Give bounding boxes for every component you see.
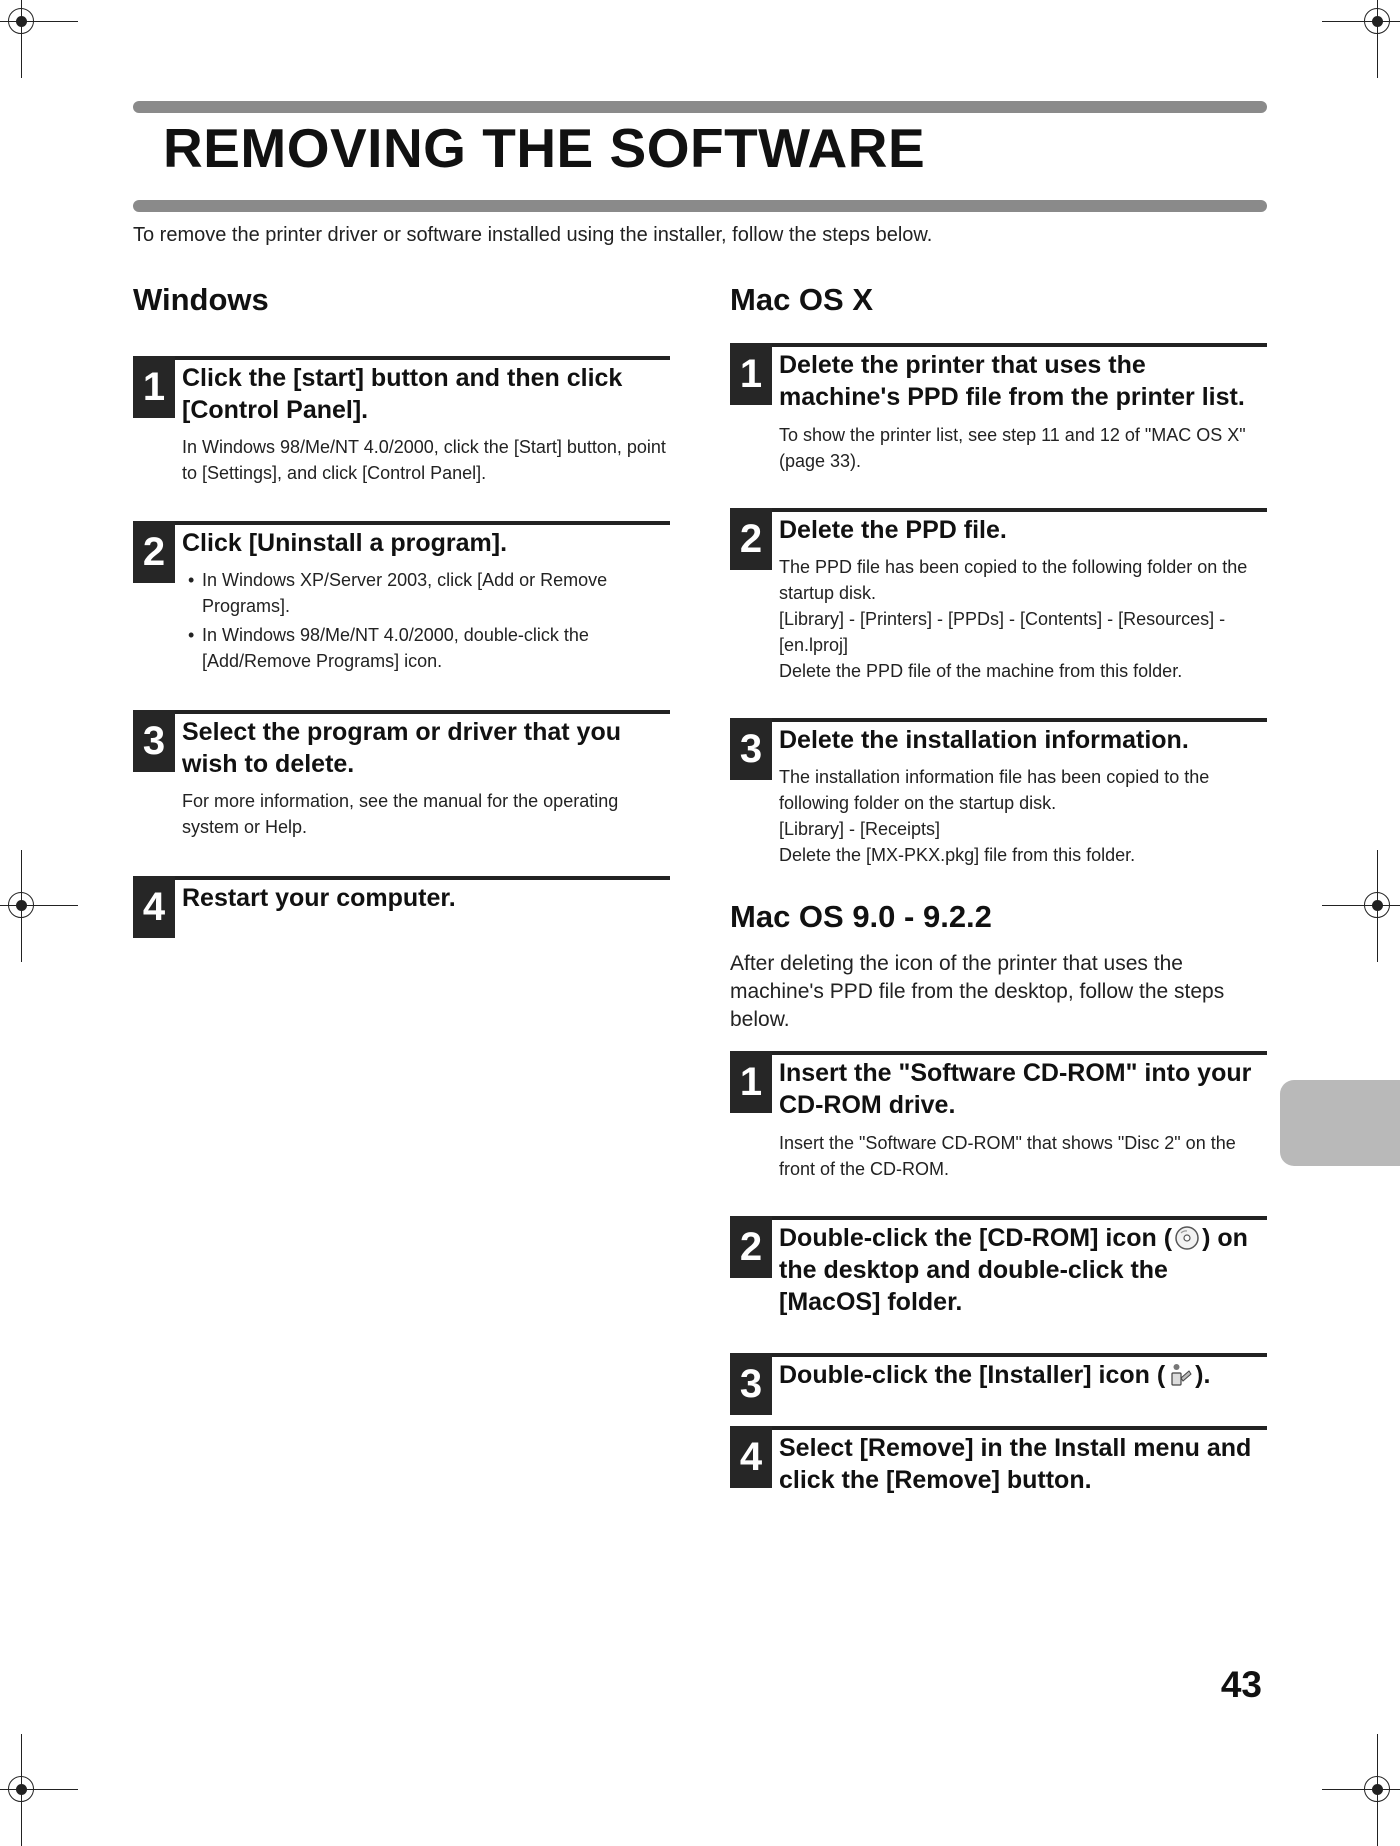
step-number: 4 xyxy=(730,1426,772,1488)
step-number: 3 xyxy=(730,1353,772,1415)
step-body xyxy=(182,567,672,674)
step-title xyxy=(779,1222,1269,1318)
step-body-text: For more information, see the manual for the operating system or Help. xyxy=(182,791,619,837)
step-body xyxy=(779,554,1269,684)
step-body-line: The installation information file has been copied to the following folder on the startup disk. xyxy=(779,767,1210,813)
step-number: 2 xyxy=(133,521,175,583)
windows-heading: Windows xyxy=(133,282,269,317)
step-rule xyxy=(730,1353,1267,1357)
bullet-item: • In Windows 98/Me/NT 4.0/2000, double-click the [Add/Remove Programs] icon. xyxy=(182,622,672,674)
registration-mark-mid-left xyxy=(0,884,44,928)
step-title-part: Double-click the [CD-ROM] icon ( xyxy=(779,1224,1173,1252)
step-body-line: The PPD file has been copied to the following folder on the startup disk. xyxy=(779,557,1248,603)
step-number: 4 xyxy=(133,876,175,938)
cd-rom-icon xyxy=(1174,1225,1200,1251)
step-body xyxy=(779,1130,1269,1182)
step-body-text: Insert the "Software CD-ROM" that shows "Disc 2" on the front of the CD-ROM. xyxy=(779,1133,1236,1179)
step-title: Delete the printer that uses the machine's PPD file from the printer list. xyxy=(779,351,1245,411)
step-number: 1 xyxy=(730,1051,772,1113)
step-title: Delete the installation information. xyxy=(779,726,1189,754)
installer-icon xyxy=(1167,1362,1193,1388)
step-rule xyxy=(730,343,1267,347)
step-rule xyxy=(133,876,670,880)
step-rule xyxy=(133,521,670,525)
registration-mark-bottom-left xyxy=(0,1768,44,1812)
step-number: 3 xyxy=(133,710,175,772)
step-body xyxy=(182,434,672,486)
step-number: 2 xyxy=(730,508,772,570)
step-body xyxy=(182,788,672,840)
step-body xyxy=(779,422,1269,474)
step-title: Click the [start] button and then click [Control Panel]. xyxy=(182,364,623,424)
step-body-text: To show the printer list, see step 11 and 12 of "MAC OS X" (page 33). xyxy=(779,425,1246,471)
step-title-part: Double-click the [Installer] icon ( xyxy=(779,1361,1166,1389)
step-number: 2 xyxy=(730,1216,772,1278)
registration-mark-bottom-right xyxy=(1356,1768,1400,1812)
step-number: 1 xyxy=(730,343,772,405)
step-body xyxy=(779,764,1269,868)
step-rule xyxy=(730,1051,1267,1055)
step-number: 3 xyxy=(730,718,772,780)
step-rule xyxy=(730,718,1267,722)
step-number: 1 xyxy=(133,356,175,418)
step-rule xyxy=(133,710,670,714)
step-body-line: [Library] - [Receipts] xyxy=(779,819,941,839)
step-rule xyxy=(730,1216,1267,1220)
step-title: Restart your computer. xyxy=(182,884,456,912)
step-title: Insert the "Software CD-ROM" into your CD-ROM drive. xyxy=(779,1059,1252,1119)
step-title: Select the program or driver that you wish to delete. xyxy=(182,718,621,778)
registration-mark-top-left xyxy=(0,0,44,44)
step-rule xyxy=(730,508,1267,512)
step-body-line: Delete the PPD file of the machine from this folder. xyxy=(779,661,1183,681)
step-title: Click [Uninstall a program]. xyxy=(182,529,508,557)
bullet-item: • In Windows XP/Server 2003, click [Add or Remove Programs]. xyxy=(182,567,672,619)
page-title: REMOVING THE SOFTWARE xyxy=(163,117,926,179)
step-title-part: ) on the desktop and double-click the [MacOS] folder. xyxy=(779,1224,1248,1316)
title-rule-top xyxy=(133,101,1267,113)
registration-mark-top-right xyxy=(1356,0,1400,44)
macos9-intro: After deleting the icon of the printer that uses the machine's PPD file from the desktop, follow the steps below. xyxy=(730,952,1225,1031)
macos9-heading: Mac OS 9.0 - 9.2.2 xyxy=(730,899,992,934)
step-body-line: [Library] - [Printers] - [PPDs] - [Contents] - [Resources] - [en.lproj] xyxy=(779,609,1226,655)
step-title xyxy=(779,1359,1269,1391)
step-title-part: ). xyxy=(1195,1361,1211,1389)
step-title: Delete the PPD file. xyxy=(779,516,1007,544)
step-title: Select [Remove] in the Install menu and click the [Remove] button. xyxy=(779,1434,1252,1494)
registration-mark-mid-right xyxy=(1356,884,1400,928)
step-rule xyxy=(133,356,670,360)
title-rule-bottom xyxy=(133,200,1267,212)
page-number: 43 xyxy=(1220,1664,1262,1705)
step-body-text: In Windows 98/Me/NT 4.0/2000, click the [Start] button, point to [Settings], and click [Control Panel]. xyxy=(182,437,666,483)
macosx-heading: Mac OS X xyxy=(730,282,873,317)
step-body-line: Delete the [MX-PKX.pkg] file from this folder. xyxy=(779,845,1136,865)
intro-text: To remove the printer driver or software installed using the installer, follow the steps below. xyxy=(133,224,933,246)
chapter-tab xyxy=(1280,1080,1400,1166)
step-rule xyxy=(730,1426,1267,1430)
